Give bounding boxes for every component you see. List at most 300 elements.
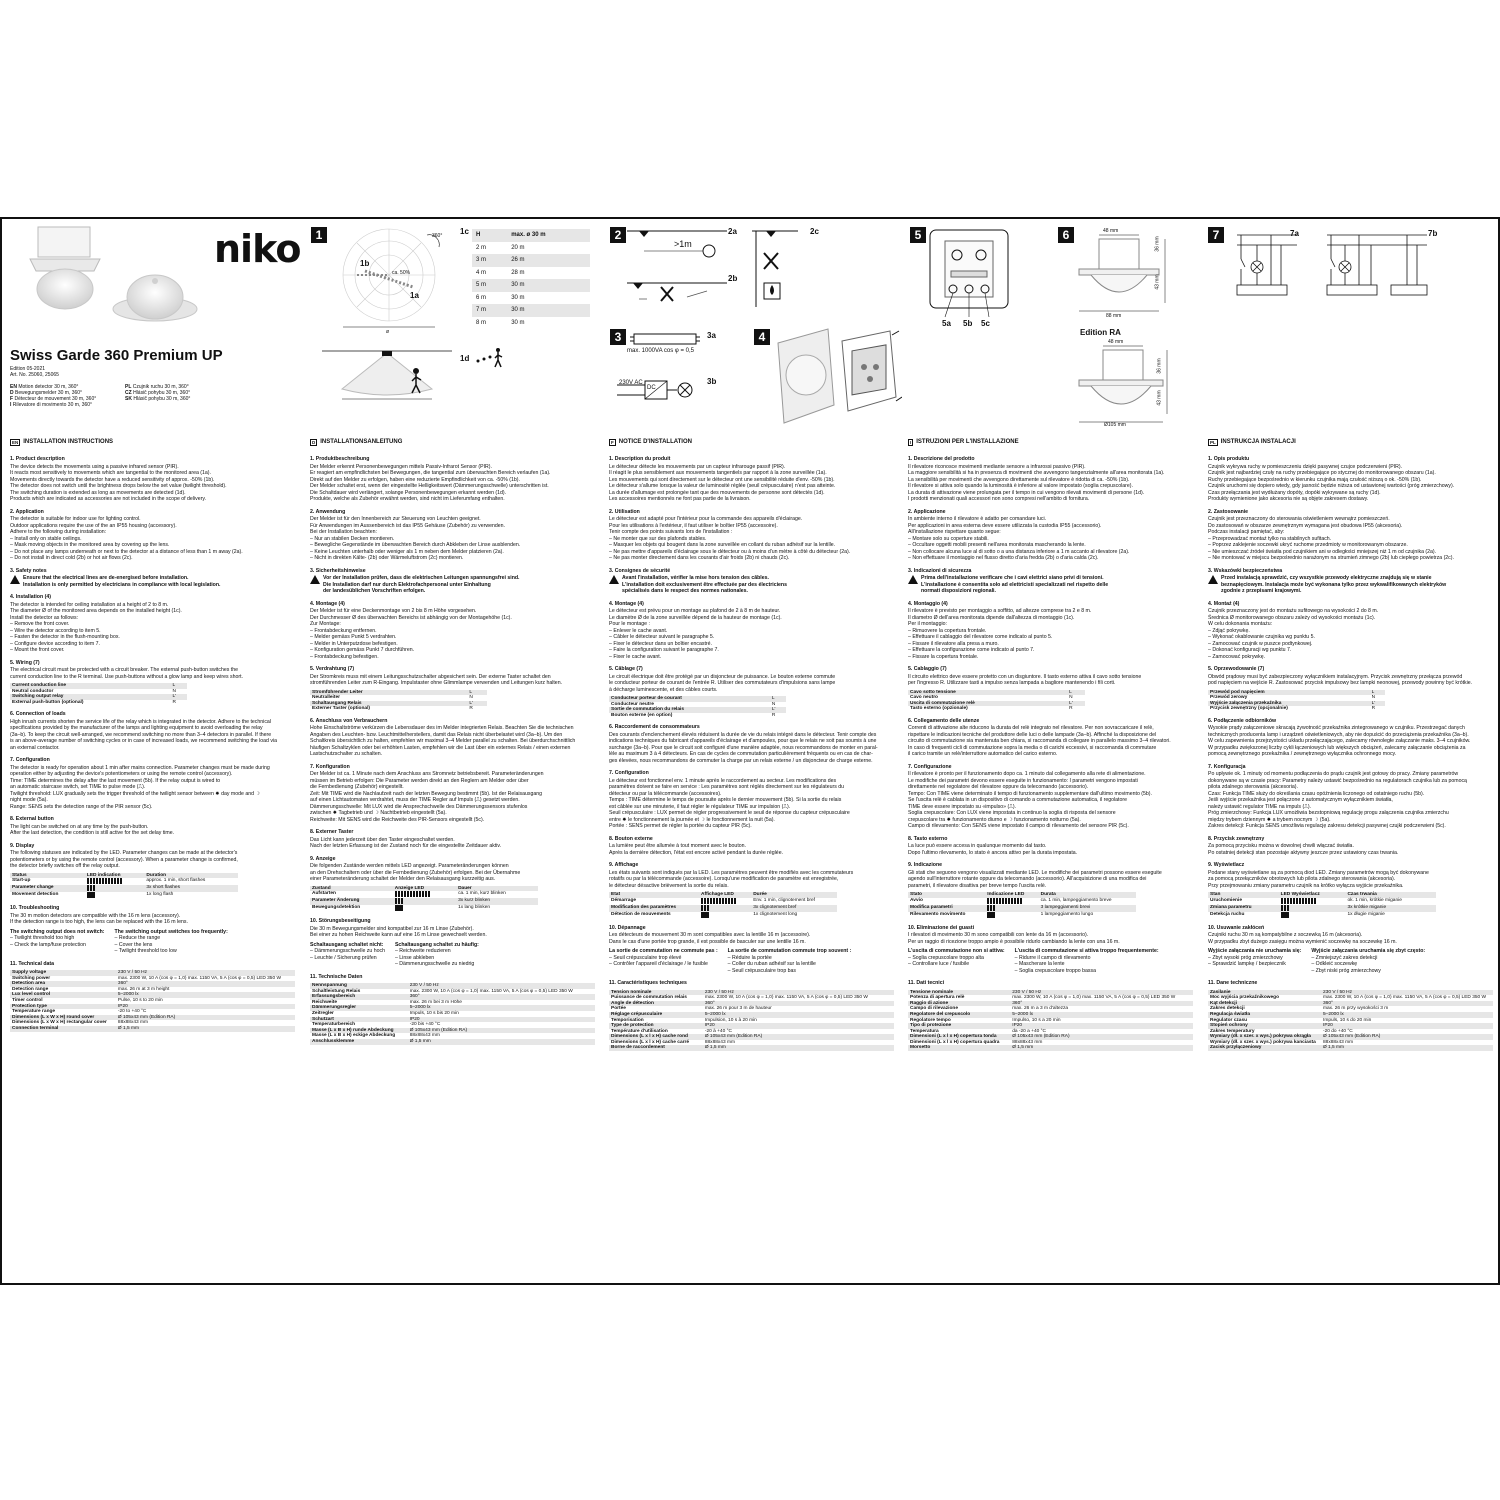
table-cell: Dimensions (L x l x H) cache rond	[609, 1034, 703, 1040]
language-list-left	[10, 384, 120, 408]
led-bar	[1293, 898, 1295, 904]
table-cell: Switching power	[12, 975, 51, 981]
led-bar	[114, 878, 116, 884]
led-table	[908, 892, 1136, 918]
figure-5-number: 5	[910, 227, 926, 243]
table-cell: N	[469, 695, 473, 701]
heading-text: INSTALLATIONSANLEITUNG	[320, 439, 403, 446]
section	[310, 974, 595, 1045]
table-cell: R	[771, 712, 776, 718]
heading-text: NOTICE D'INSTALLATION	[618, 439, 692, 446]
section-text: Podane stany wyświetlane są za pomocą diod LED. Zmiany parametrów mogą być dokonywane za pomocą przełączników obrotowych lub pilota zdalnego sterowania (akcesoria). Przy przejmowaniu zmiany parametru czujnik na krótko wyłącza wyjście przekaźnika.	[1208, 869, 1429, 889]
led-indicator	[699, 905, 751, 912]
section-heading: 3. Indicazioni di sicurezza	[908, 567, 972, 574]
article-number: Art. No. 25060, 25065	[10, 372, 59, 378]
table-cell: Ø 105x43 mm (Edition RA)	[116, 1015, 295, 1021]
section-heading: 3. Safety notes	[10, 567, 47, 574]
section	[908, 456, 1193, 503]
troubleshooting	[908, 948, 1193, 974]
section	[908, 862, 1193, 918]
table-cell: Wymiary (dł. x szer. x wys.) pokrywa kanciasta	[1210, 1039, 1316, 1045]
section-text: Der Melder erkennt Personenbewegungen mittels Passiv-Infrarot Sensor (PIR). Er reagiert am empfindlichsten bei Bewegungen, die tangential zum überwachten Bereich verlaufen (1a). Direkt auf den Melder zu erfolgen, haben eine reduzierte Empfindlichkeit von ca. -50% (1b). Der Melder schaltet erst, wenn der eingestellte Helligkeitswert (Dämmerungsschwelle) unterschritten ist. Die Schaltdauer wird verlängert, solange Personenbewegungen erkannt werden (1d). Produkte, welche als Zubehör erwähnt werden, sind nicht im Lieferumfang enthalten.	[310, 463, 551, 502]
language-flag: EN	[12, 440, 19, 445]
data-table	[310, 690, 487, 712]
depth-36-label: 36 mm	[1154, 236, 1161, 252]
language-flag: D	[312, 440, 316, 445]
table-cell: max. 26 m pour 3 m de hauteur	[704, 1006, 772, 1012]
section-heading: 10. Störungsbeseitigung	[310, 918, 371, 925]
min-distance-label: >1m	[674, 239, 692, 249]
product-title: Swiss Garde 360 Premium UP	[10, 347, 223, 364]
warning-text: Vor der Installation prüfen, dass die elektrischen Leitungen spannungsfrei sind. Die Installation darf nur durch Elektrofachpersonal unter Einhaltung der landesüblichen Vorschriften erfolgen.	[323, 575, 520, 594]
led-table	[609, 892, 837, 918]
led-bar	[1017, 898, 1019, 904]
led-bar	[395, 905, 403, 911]
section-heading: 3. Consignes de sécurité	[609, 567, 671, 574]
column-heading	[609, 439, 894, 446]
led-bar	[90, 878, 92, 884]
trouble-items: – Soglia crepuscolare troppo alta – Controllare luce / fusibile	[908, 954, 984, 968]
table-cell: Potenza di apertura relè	[910, 995, 965, 1001]
led-status: Aufstarten	[312, 891, 336, 897]
table-cell: 360°	[1010, 1001, 1193, 1007]
width-48-label: 48 mm	[1103, 228, 1119, 234]
table-cell: Ø 105x43 mm (Edition RA)	[703, 1034, 894, 1040]
section-heading: 8. Externer Taster	[310, 829, 354, 836]
table-cell: 88x88x43 mm	[1012, 1039, 1043, 1045]
led-bar	[99, 878, 101, 884]
section	[10, 660, 295, 706]
table-cell: N	[1069, 695, 1073, 701]
led-duration: ca. 1 min, lampeggiamento breve	[1040, 897, 1112, 903]
figure-1d-side-view	[322, 349, 452, 401]
section	[310, 601, 595, 661]
led-bar	[401, 891, 403, 897]
section-text: Les états suivants sont indiqués par la LED. Les paramètres peuvent être modifiés avec les commutateurs rotatifs ou par la télécommande (accessoire). Lorsqu'une modification de paramètre est enregistrée, le détecteur désactive brièvement la sortie du relais.	[609, 869, 854, 889]
section	[908, 836, 1193, 857]
table-cell: 5–2000 lx	[408, 1005, 595, 1011]
trouble-column-a	[10, 929, 105, 955]
table-cell: Dimensions (L x W x H) round cover	[10, 1015, 116, 1021]
table-row	[10, 700, 187, 706]
table-header-cell: LED indication	[85, 873, 144, 879]
table-cell: Ø 105x43 mm (Edition RA)	[408, 1028, 595, 1034]
table-cell: -20 to +40 °C	[117, 1009, 147, 1015]
section-heading: 8. Przycisk zewnętrzny	[1208, 835, 1265, 842]
led-bar	[734, 898, 736, 904]
warning-icon	[609, 575, 619, 584]
data-table	[1208, 990, 1493, 1052]
data-table	[310, 983, 595, 1045]
section	[908, 980, 1193, 1051]
led-table	[310, 886, 538, 912]
section-text: The device detects the movements using a passive infrared sensor (PIR). It reacts most sensitively to movements which are tangential to the monitored area (1a). Movements directly towards the detector have a reduced sensitivity of approx. -50% (1b). The detector does not switch until the brightness drops below the set value (twilight threshold). The switching duration is extended as long as movements are detected (1d). Products which are indicated as accessories are not included in the scope of delivery.	[10, 463, 227, 502]
table-cell: Ø 1,5 mm	[703, 1045, 894, 1051]
table-cell: max. 2300 W, 10 A (cos φ = 1,0) max. 1150 VA, 5 A (cos φ = 0,5) LED 350 W	[409, 988, 573, 994]
table-cell: Ø 1,5 mm	[408, 1039, 595, 1045]
section	[1208, 509, 1493, 562]
sensitivity-label: ca. 50%	[392, 270, 411, 276]
table-cell: Detection area	[10, 981, 116, 987]
table-cell: Switching output relay	[10, 694, 171, 700]
led-bar	[716, 898, 718, 904]
led-bar	[395, 898, 397, 904]
led-bar	[120, 878, 122, 884]
depth-36-ra-label: 36 mm	[1156, 358, 1163, 374]
instruction-sheet	[0, 217, 1500, 1285]
table-cell: Morsetto	[908, 1045, 1010, 1051]
led-bar	[401, 898, 403, 904]
led-bar	[713, 898, 715, 904]
table-cell: Masse (L x B x H) runde Abdeckung	[310, 1028, 408, 1034]
section	[10, 905, 295, 955]
column-heading	[10, 439, 295, 446]
led-bar	[1284, 905, 1286, 911]
section-text: Le détecteur est prévu pour un montage au plafond de 2 à 8 m de hauteur. Le diamètre Ø de la zone surveillée dépend de la hauteur de montage (1c). Pour le montage : – Enlever le cache avant. – Câbler le détecteur suivant le paragraphe 5. – Fixer le détecteur dans un boîtier encastré. – Faire la configuration suivant le paragraphe 7. – Fixer le cache avant.	[609, 608, 782, 660]
section-text: The light can be switched on at any time by the push-button. After the last detection, the condition is still active for the set delay time.	[10, 823, 175, 837]
section	[10, 568, 295, 589]
warning-icon	[1208, 575, 1218, 584]
led-bar	[1290, 898, 1292, 904]
table-cell: 88x88x43 mm	[117, 1020, 149, 1026]
table-cell: max. 2300 W, 10 A (cos φ = 1,0) max. 1150 VA, 5 A (cos φ = 0,5) LED 350 W	[117, 975, 281, 981]
led-duration: ca. 1 min, kurz blinken	[458, 891, 506, 897]
table-cell: L'	[467, 701, 486, 707]
section-text: Czujniki ruchu 30 m są kompatybilne z soczewką 16 m (akcesoria). W przypadku zbyt dużego zasięgu można wymienić soczewkę na soczewkę 16 m.	[1208, 932, 1397, 945]
section	[310, 718, 595, 758]
table-cell: max. 2300 W, 10 A (cos φ = 1,0) max. 1150 VA, 5 A (cos φ = 0,5) LED 350 W	[1012, 995, 1176, 1001]
led-bar	[1011, 898, 1013, 904]
table-header-cell: Anzeige LED	[393, 886, 456, 892]
led-bar	[87, 878, 89, 884]
led-bar	[398, 898, 400, 904]
table-cell: Dimensions (L x W x H) rectangular cover	[12, 1020, 107, 1026]
section	[1208, 568, 1493, 595]
table-row	[609, 905, 837, 912]
table-cell: 230 V / 50 Hz	[408, 983, 595, 989]
column-fr	[609, 439, 894, 1057]
led-bar	[722, 898, 724, 904]
figure-1a-label: 1a	[410, 291, 419, 300]
section-text: Le circuit électrique doit être protégé par un disjoncteur de puissance. Le bouton externe commute le conducteur porteur de courant de l'entrée R. Utiliser des commutateurs d'impulsions sans lampe à décharge luminescente, et des câbles courts.	[609, 673, 836, 693]
table-row	[908, 995, 1193, 1001]
section-heading: 9. Wyświetlacz	[1208, 862, 1245, 869]
section	[310, 456, 595, 503]
language-item: PL Czujnik ruchu 30 m, 360°	[125, 384, 189, 390]
table-cell: 230 V / 50 Hz	[703, 990, 894, 996]
table-header-cell: Dauer	[456, 886, 538, 892]
section-heading: 7. Konfiguracja	[1208, 763, 1246, 770]
table-cell: L	[1370, 690, 1385, 696]
trouble-items: – Réduire la portée – Coller du ruban adhésif sur la lentille – Seuil crépusculaire trop bas	[727, 954, 816, 974]
height-43-label: 43 mm	[1154, 274, 1161, 290]
section-heading: 1. Opis produktu	[1208, 456, 1250, 462]
figure-5b-label: 5b	[963, 319, 973, 328]
table-header-cell: LED Wyświetlacz	[1279, 892, 1346, 898]
figure-3a-label: 3a	[707, 331, 716, 340]
section-heading: 2. Applicazione	[908, 508, 946, 515]
trouble-heading: The switching output switches too frequently:	[114, 928, 228, 935]
table-cell: Current conduction line	[10, 683, 171, 689]
table-header-cell: Stan	[1208, 892, 1279, 898]
table-row	[609, 713, 786, 719]
table-cell: Schaltausgang Relais	[310, 701, 467, 707]
heading-text: INSTRUKCJA INSTALACJI	[1220, 439, 1296, 446]
table-cell: Protection type	[10, 1004, 116, 1010]
table-row	[908, 1045, 1193, 1051]
section-text: Der Melder ist für eine Deckenmontage von 2 bis 8 m Höhe vorgesehen. Der Durchmesser Ø des überwachten Bereichs ist abhängig von der Montagehöhe (1c). Zur Montage: – Frontabdeckung entfernen. – Melder gemäss Punkt 5 verdrahten. – Melder in Unterputzdose befestigen. – Konfiguration gemäss Punkt 7 durchführen. – Frontabdeckung befestigen.	[310, 608, 512, 660]
table-cell: L	[467, 690, 486, 696]
led-duration: 1x lang blinken	[458, 905, 491, 911]
led-bar	[425, 891, 427, 897]
section-text: The 30 m motion detectors are compatible with the 16 m lens (accessory). If the detection range is too high, the lens can be replaced with the 16 m lens.	[10, 912, 188, 926]
section	[609, 509, 894, 562]
table-cell: R	[172, 699, 176, 705]
language-item: I Rilevatore di movimento 30 m, 360°	[10, 402, 93, 408]
led-bar	[413, 891, 415, 897]
edition-text: Edition 05-2021	[10, 366, 46, 372]
table-header-cell: Affichage LED	[699, 892, 751, 898]
section-heading: 5. Wiring (7)	[10, 659, 40, 666]
section-heading: 3. Sicherheitshinweise	[310, 567, 366, 574]
height-43-ra-label: 43 mm	[1156, 390, 1163, 406]
led-indicator	[985, 905, 1038, 912]
table-cell: L	[1067, 690, 1085, 696]
column-en	[10, 439, 295, 1038]
language-item: CZ Hlásič pohybu 30 m, 360°	[125, 390, 191, 396]
section-heading: 4. Montage (4)	[609, 600, 644, 607]
table-cell: Temperaturbereich	[312, 1022, 356, 1028]
led-bar	[410, 891, 412, 897]
section	[310, 509, 595, 562]
table-cell: max. 2300 W, 10 A (cos φ = 1,0) max. 1150 VA, 5 A (cos φ = 0,5) LED 350 W	[704, 995, 868, 1001]
led-status: Detekcja ruchu	[1210, 911, 1245, 917]
led-table	[1208, 892, 1436, 918]
troubleshooting	[310, 942, 595, 968]
table-row	[609, 912, 837, 919]
section-heading: 2. Utilisation	[609, 508, 640, 515]
table-cell: IP20	[703, 1023, 894, 1029]
section	[609, 456, 894, 503]
table-cell: Ø 1,5 mm	[1321, 1045, 1493, 1051]
edition-ra-label: Edition RA	[1080, 328, 1121, 337]
led-status: Uruchomienie	[1210, 897, 1242, 903]
table-cell: 5–2000 lx	[1321, 1012, 1493, 1018]
table-cell: max. 2300 W, 10 A (cos φ = 1,0) max. 1150 VA, 5 A (cos φ = 0,5) LED 350 W	[1322, 995, 1487, 1001]
section	[10, 961, 295, 1032]
section	[908, 509, 1193, 562]
section-heading: 5. Câblage (7)	[609, 666, 643, 672]
table-cell: Tasto esterno (opzionale)	[910, 706, 968, 712]
table-row	[908, 905, 1136, 912]
section-text: Der Melder ist für den Innenbereich zur Steuerung von Leuchten geeignet. Für Anwendungen im Aussenbereich ist das IP55 Gehäuse (Zubehör) zu verwenden. Bei der Installation beachten: – Nur an stabilen Decken montieren. – Bewegliche Gegenstände im überwachten Bereich durch Abkleben der Linse ausblenden. – Keine Leuchten unterhalb oder weniger als 1 m neben dem Melder platzieren (2a). – Nicht in direkten Kälte- (2b) oder Wärmeluftstrom (2c) montieren.	[310, 516, 521, 561]
led-bar	[999, 898, 1001, 904]
table-cell: Borne de raccordement	[609, 1045, 703, 1051]
table-cell: Dimensions (L x l x H) cache carré	[611, 1039, 690, 1045]
section-text: Le détecteur est adapté pour l'intérieur pour la commande des appareils d'éclairage. Pour les utilisations à l'extérieur, il faut utiliser le boîtier IP55 (accessoire). Tenir compte des points suivants lors de l'installation : – Ne monter que sur des plafonds stables. – Masquer les objets qui bougent dans la zone surveillée en collant du ruban adhésif sur la lentille. – Ne pas mettre d'appareils d'éclairage sous le détecteur ou à moins d'un mètre à côté du détecteur (2a). – Ne pas monter directement dans les courants d'air froids (2b) ni chauds (2c).	[609, 516, 851, 561]
section-text: Das Licht kann jederzeit über den Taster eingeschaltet werden. Nach der letzten Erfassung ist der Zustand noch für die eingestellte Zeitdauer aktiv.	[310, 836, 502, 850]
led-status: Parameter Änderung	[310, 898, 393, 905]
led-bar	[987, 912, 995, 918]
section-heading: 4. Installation (4)	[10, 594, 51, 600]
section-text: Le détecteur détecte les mouvements par un capteur infrarouge passif (PIR). Il réagit le plus sensiblement aux mouvements tangentiels par rapport à la zone surveillée (1a). Les mouvements qui sont directement sur le détecteur ont une sensibilité réduite d'env. -50% (1b). Le détecteur s'allume lorsque la valeur de luminosité réglée (seuil crépusculaire) n'est pas atteinte. La durée d'allumage est prolongée tant que des mouvements de personne sont détectés (1d). Les accessoires mentionnés ne font pas partie de la livraison.	[609, 463, 836, 502]
table-cell: Dimensioni (L x l x H) copertura tonda	[908, 1034, 1010, 1040]
table-cell: Sortie de commutation du relais	[609, 707, 770, 713]
figure-6-round-dimensions	[1077, 344, 1172, 424]
table-cell: R	[469, 706, 473, 712]
table-cell: Conducteur porteur de courant	[609, 696, 770, 702]
led-bar	[416, 891, 418, 897]
language-list-right	[125, 384, 235, 402]
table-header-cell: Status	[10, 873, 85, 879]
section	[609, 601, 894, 661]
width-48-ra-label: 48 mm	[1108, 339, 1124, 345]
table-header-cell: Duration	[144, 873, 238, 879]
led-duration: 3x short flashes	[144, 885, 238, 892]
section	[609, 724, 894, 764]
warning-text: Przed instalacją sprawdzić, czy wszystkie przewody elektryczne znajdują się w stanie beznapięciowym. Instalacja może być wykonana tylko przez wykwalifikowanych elektryków zgodnie z przepisami krajowymi.	[1221, 575, 1447, 594]
led-duration: 1x long flash	[146, 892, 174, 898]
led-bar	[1314, 898, 1316, 904]
section-heading: 10. Troubleshooting	[10, 905, 60, 912]
section-text: Za pomocą przycisku można w dowolnej chwili włączać światła. Po ostatniej detekcji stan pozostaje aktywny jeszcze przez ustawiony czas trwania.	[1208, 843, 1399, 856]
section-heading: 11. Technical data	[10, 960, 55, 967]
led-duration: 3x kurz blinken	[456, 898, 538, 905]
led-bar	[1287, 898, 1289, 904]
led-bar	[1008, 898, 1010, 904]
trouble-heading: Wyjście załączania uruchamia się zbyt często:	[1311, 948, 1426, 955]
section-heading: 5. Cablaggio (7)	[908, 666, 947, 672]
table-cell: Portée	[611, 1006, 626, 1012]
table-header-cell: Durata	[1039, 892, 1136, 898]
led-bar	[719, 898, 721, 904]
section-text: Il rilevatore è previsto per montaggio a soffitto, ad altezze comprese tra 2 e 8 m. Il diametro Ø dell'area monitorata dipende dall'altezza di montaggio (1c). Per il montaggio: – Rimuovere la copertura frontale. – Effettuare il cablaggio del rilevatore come indicato al punto 5. – Fissare il rilevatore alla presa a muro. – Effettuare la configurazione come indicato al punto 7. – Fissare la copertura frontale.	[908, 608, 1092, 660]
led-bar	[728, 898, 730, 904]
figure-3b-label: 3b	[707, 377, 717, 386]
table-row	[908, 912, 1136, 919]
table-cell: Raggio di azione	[908, 1001, 1010, 1007]
table-row	[1208, 905, 1436, 912]
trouble-items: – Zmniejszyć zakres detekcji – Odkleić soczewkę – Zbyt niski próg zmierzchowy	[1311, 954, 1381, 974]
column-it	[908, 439, 1193, 1057]
section	[908, 764, 1193, 830]
led-bar	[1020, 898, 1022, 904]
section-heading: 8. External button	[10, 816, 54, 823]
led-bar	[1305, 898, 1307, 904]
led-bar	[87, 892, 95, 898]
led-indicator	[393, 898, 456, 905]
led-bar	[108, 878, 110, 884]
table-cell: 230 V / 50 Hz	[1010, 990, 1193, 996]
led-indicator	[699, 898, 751, 905]
table-cell: Ø 1,5 mm	[1010, 1045, 1193, 1051]
section	[1208, 456, 1493, 503]
led-bar	[996, 898, 998, 904]
table-cell: -20 bis +40 °C	[409, 1022, 441, 1028]
column-heading	[908, 439, 1193, 446]
table-cell: Temporisation	[611, 1017, 644, 1023]
table-cell: max. 26 m a 3 m d'altezza	[1012, 1006, 1069, 1012]
language-item: SK Hlásič pohybu 30 m, 360°	[125, 396, 191, 402]
troubleshooting	[609, 948, 894, 974]
table-cell: Przycisk zewnętrzny (opcjonalnie)	[1210, 706, 1288, 712]
section-heading: 6. Raccordement de consommateurs	[609, 724, 700, 731]
table-cell: IP20	[408, 1017, 595, 1023]
table-cell: Regulacja światła	[1208, 1012, 1321, 1018]
warning-text: Avant l'installation, vérifier la mise hors tension des câbles. L'installation doit exclusivement être effectuée par des électriciens spécialisés dans le respect des normes nationales.	[622, 575, 787, 594]
section	[10, 816, 295, 837]
table-cell: Pulse, 10 s to 20 min	[117, 998, 163, 1004]
led-bar	[105, 878, 107, 884]
heading-text: INSTALLATION INSTRUCTIONS	[23, 439, 114, 446]
led-bar	[117, 878, 119, 884]
warning-icon	[10, 575, 20, 584]
table-cell: 360°	[703, 1001, 894, 1007]
led-bar	[93, 885, 95, 891]
dc-label: DC	[647, 385, 656, 391]
section-heading: 6. Collegamento delle utenze	[908, 717, 980, 724]
trouble-column-a	[609, 948, 718, 974]
troubleshooting	[1208, 948, 1493, 974]
led-bar	[1281, 898, 1283, 904]
table-cell: Stopień ochrony	[1208, 1023, 1321, 1029]
led-bar	[725, 898, 727, 904]
section-text: Der Stromkreis muss mit einem Leitungsschutzschalter abgesichert sein. Der externe Taster schaltet den stromführenden Leiter zum R-Eingang. Impulstaster ohne Glimmlampe verwenden und Leitungen kurz halten.	[310, 673, 563, 686]
section	[609, 862, 894, 918]
trouble-items: – Reduce the range – Cover the lens – Twilight threshold too low	[114, 935, 177, 955]
led-indicator	[1279, 905, 1346, 912]
section-heading: 2. Zastosowanie	[1208, 508, 1249, 515]
safety-warning	[1208, 575, 1493, 595]
section-heading: 6. Podłączenie odbiorników	[1208, 717, 1277, 724]
table-cell: Przewód pod napięciem	[1208, 690, 1370, 696]
trouble-items: – Reichweite reduzieren – Linse abkleben – Dämmerungsschwelle zu niedrig	[394, 948, 475, 968]
table-cell: Type de protection	[609, 1023, 703, 1029]
table-cell: Neutralleiter	[312, 695, 340, 701]
table-cell: 5–2000 lx	[116, 992, 295, 998]
led-table	[10, 873, 238, 899]
led-indicator	[393, 905, 456, 912]
led-duration: 1 lampeggiamento lungo	[1040, 911, 1094, 917]
table-row	[1208, 706, 1385, 712]
table-cell: da -20 a +40 °C	[1012, 1028, 1047, 1034]
led-status: Parameter change	[10, 885, 85, 892]
led-bar	[404, 891, 406, 897]
table-cell: Zeitregler	[312, 1011, 334, 1017]
column-heading	[1208, 439, 1493, 446]
section-heading: 9. Affichage	[609, 862, 639, 869]
figure-2c-heat-diagram	[752, 227, 802, 309]
figure-5c-label: 5c	[981, 319, 990, 328]
safety-warning	[10, 575, 295, 588]
trouble-heading: Schaltausgang schaltet nicht:	[310, 941, 384, 948]
led-status: Movement detection	[12, 892, 59, 898]
led-status: Bewegungsdetektion	[312, 905, 361, 911]
led-duration: approx. 1 min, short flashes	[146, 878, 206, 884]
section-heading: 10. Eliminazione dei guasti	[908, 924, 975, 931]
led-bar	[96, 878, 98, 884]
table-cell: Schaltleistung Relais	[312, 988, 361, 994]
trouble-heading: La sortie de commutation commute trop souvent :	[727, 948, 852, 955]
trouble-heading: La sortie de commutation ne commute pas :	[609, 948, 718, 955]
led-indicator	[85, 878, 144, 885]
figure-1-number: 1	[311, 227, 327, 243]
table-cell: 230 V / 50 Hz	[116, 970, 295, 976]
led-bar	[1308, 898, 1310, 904]
table-cell: IP20	[116, 1004, 295, 1010]
section	[908, 666, 1193, 712]
table-cell: 88x88x43 mm	[1322, 1039, 1354, 1045]
